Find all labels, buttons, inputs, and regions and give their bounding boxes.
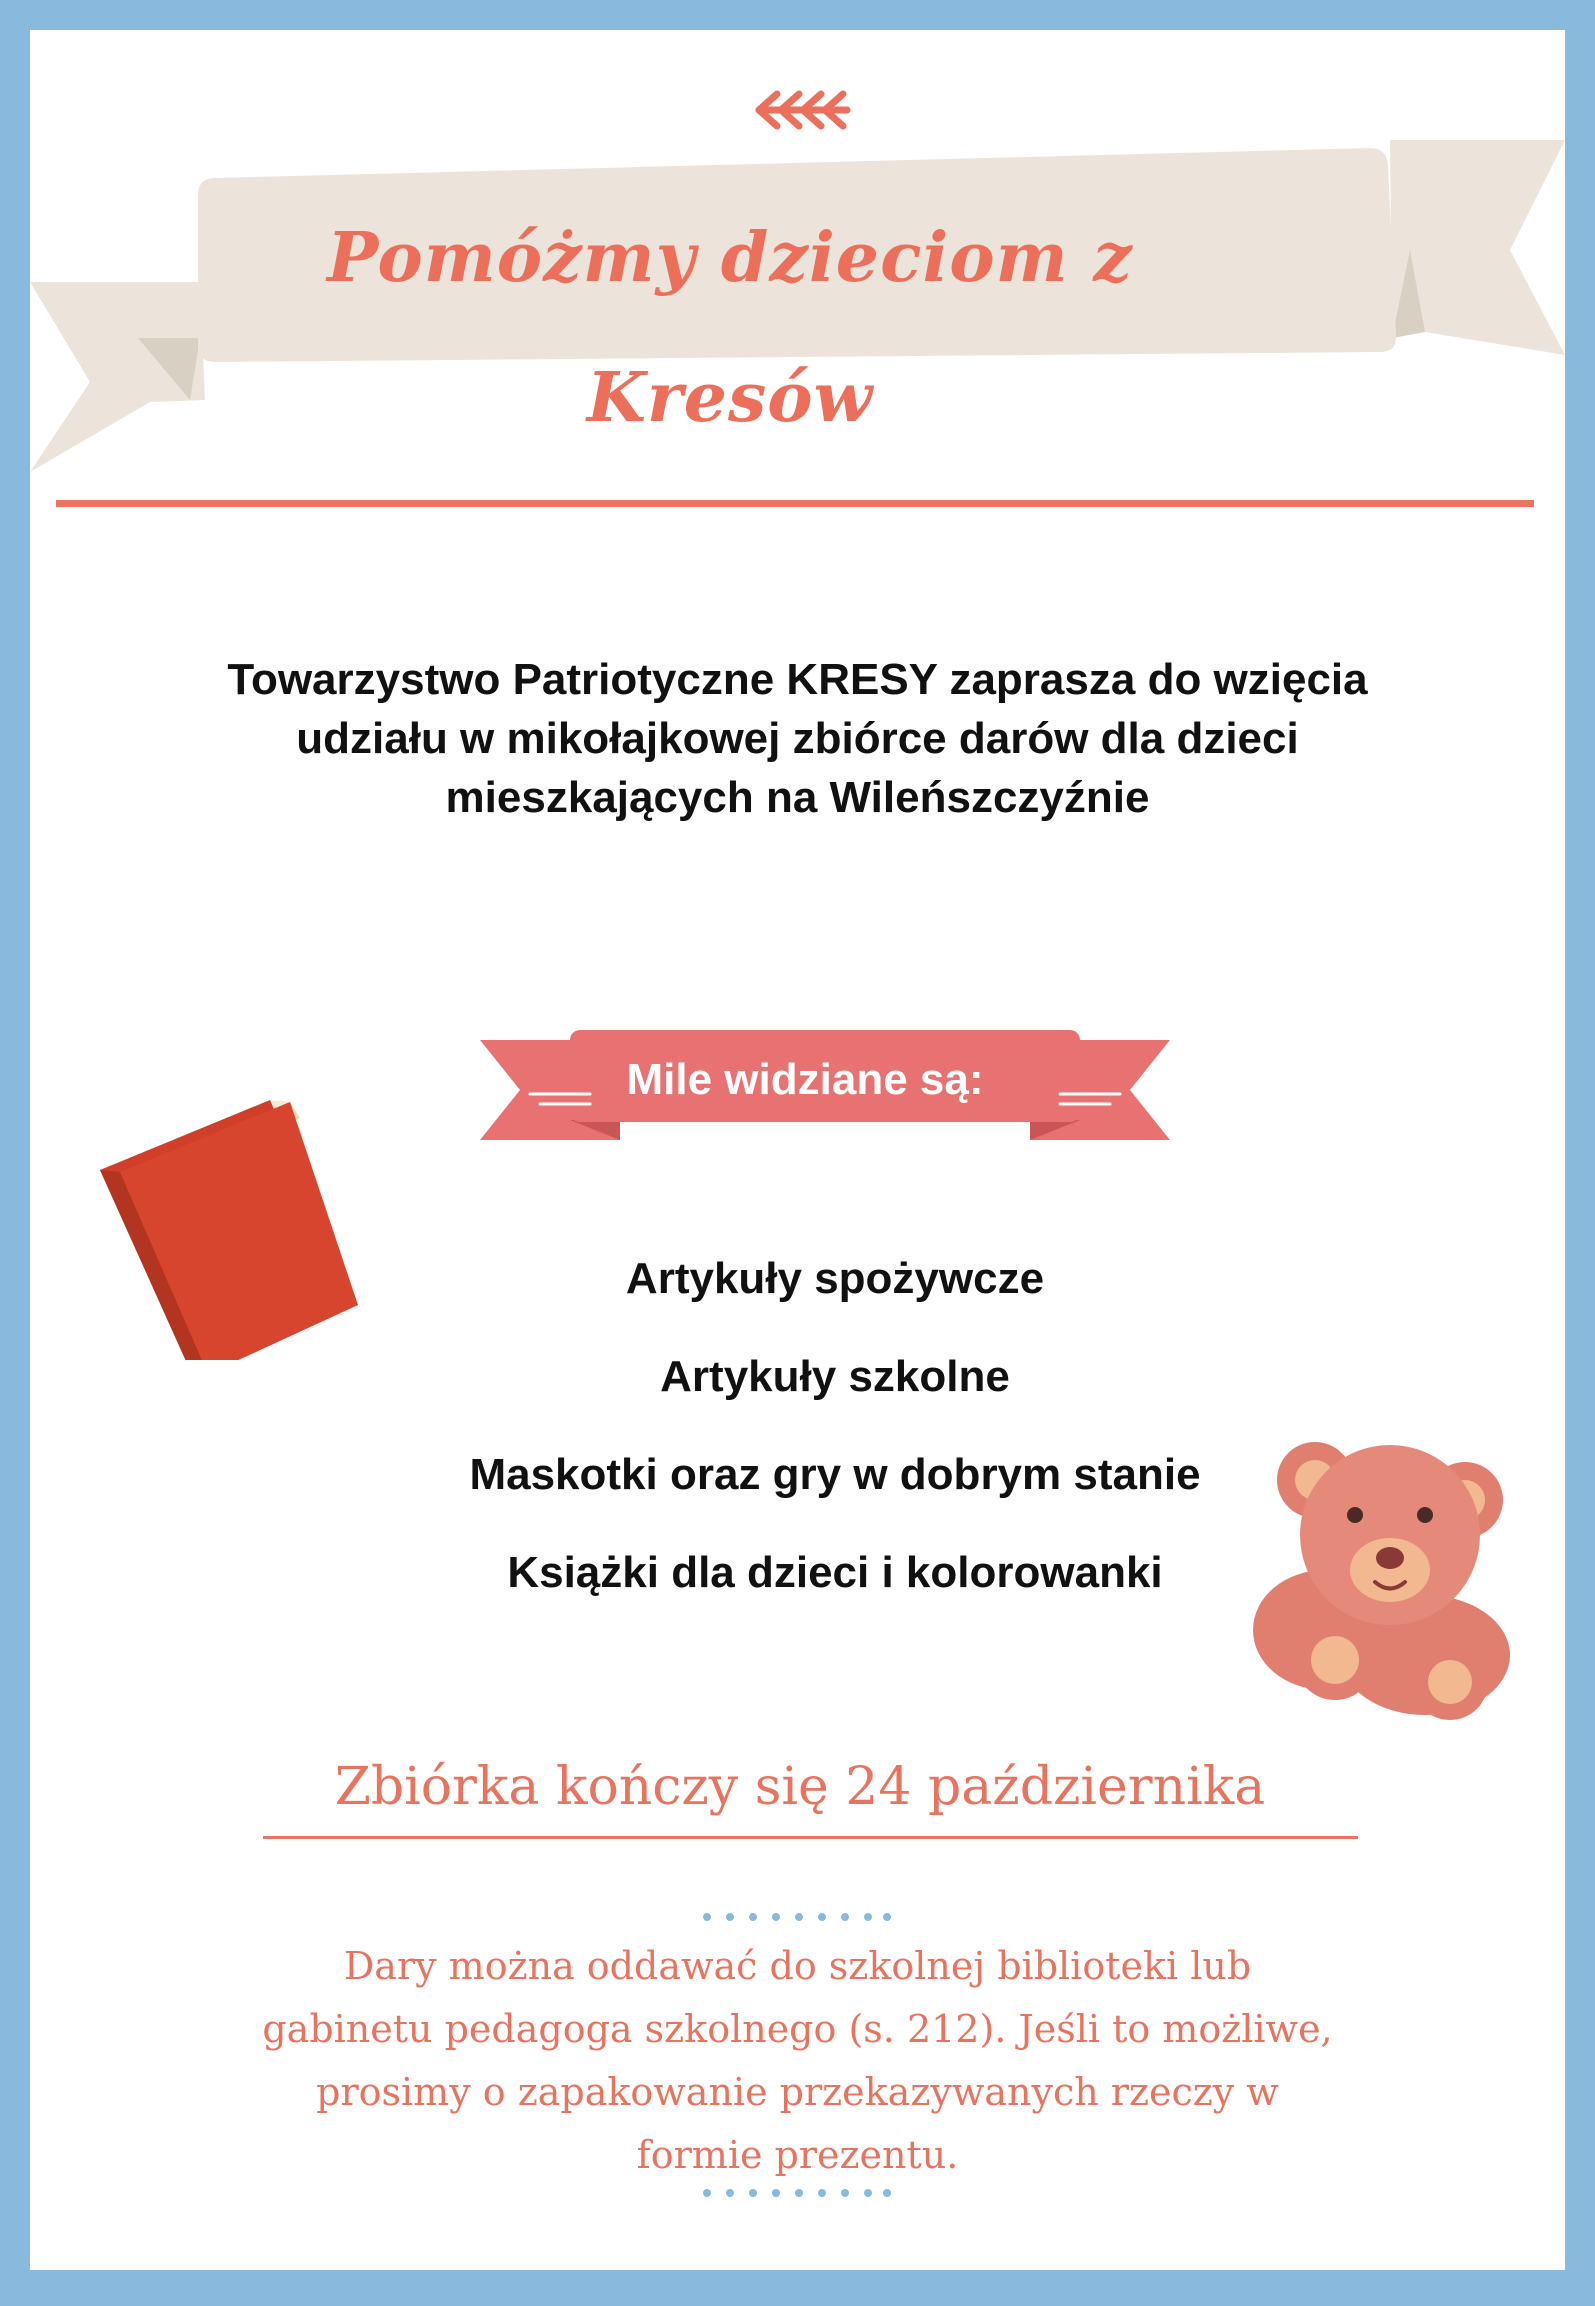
intro-line: mieszkających na Wileńszczyźnie	[445, 773, 1150, 822]
divider	[56, 500, 1534, 507]
deadline-underline	[263, 1836, 1358, 1839]
list-item: Książki dla dzieci i kolorowanki	[507, 1548, 1163, 1597]
intro-text	[130, 650, 1465, 827]
dots-divider	[702, 2188, 892, 2198]
dots-divider	[702, 1912, 892, 1922]
book-icon	[100, 1060, 360, 1360]
page-title: Pomóżmy dzieciom z Kresów	[327, 218, 1133, 438]
teddy-bear-icon	[1250, 1420, 1520, 1720]
list-item: Maskotki oraz gry w dobrym stanie	[469, 1450, 1201, 1499]
deadline-text: Zbiórka kończy się 24 października	[334, 1757, 1266, 1817]
note-line: prosimy o zapakowanie przekazywanych rzeczy w	[316, 2070, 1279, 2114]
delivery-note	[180, 1935, 1415, 2187]
items-list	[330, 1230, 1340, 1622]
list-item: Artykuły szkolne	[660, 1352, 1010, 1401]
list-item: Artykuły spożywcze	[625, 1254, 1045, 1303]
welcome-label: Mile widziane są:	[626, 1055, 984, 1104]
note-line: Dary można oddawać do szkolnej biblioteki lub	[343, 1944, 1252, 1988]
intro-line: udziału w mikołajkowej zbiórce darów dla dzieci	[296, 714, 1299, 763]
note-line: gabinetu pedagoga szkolnego (s. 212). Jeśli to możliwe,	[262, 2007, 1333, 2051]
note-line: formie prezentu.	[636, 2133, 959, 2177]
poster	[30, 30, 1565, 2270]
intro-line: Towarzystwo Patriotyczne KRESY zaprasza do wzięcia	[227, 655, 1368, 704]
